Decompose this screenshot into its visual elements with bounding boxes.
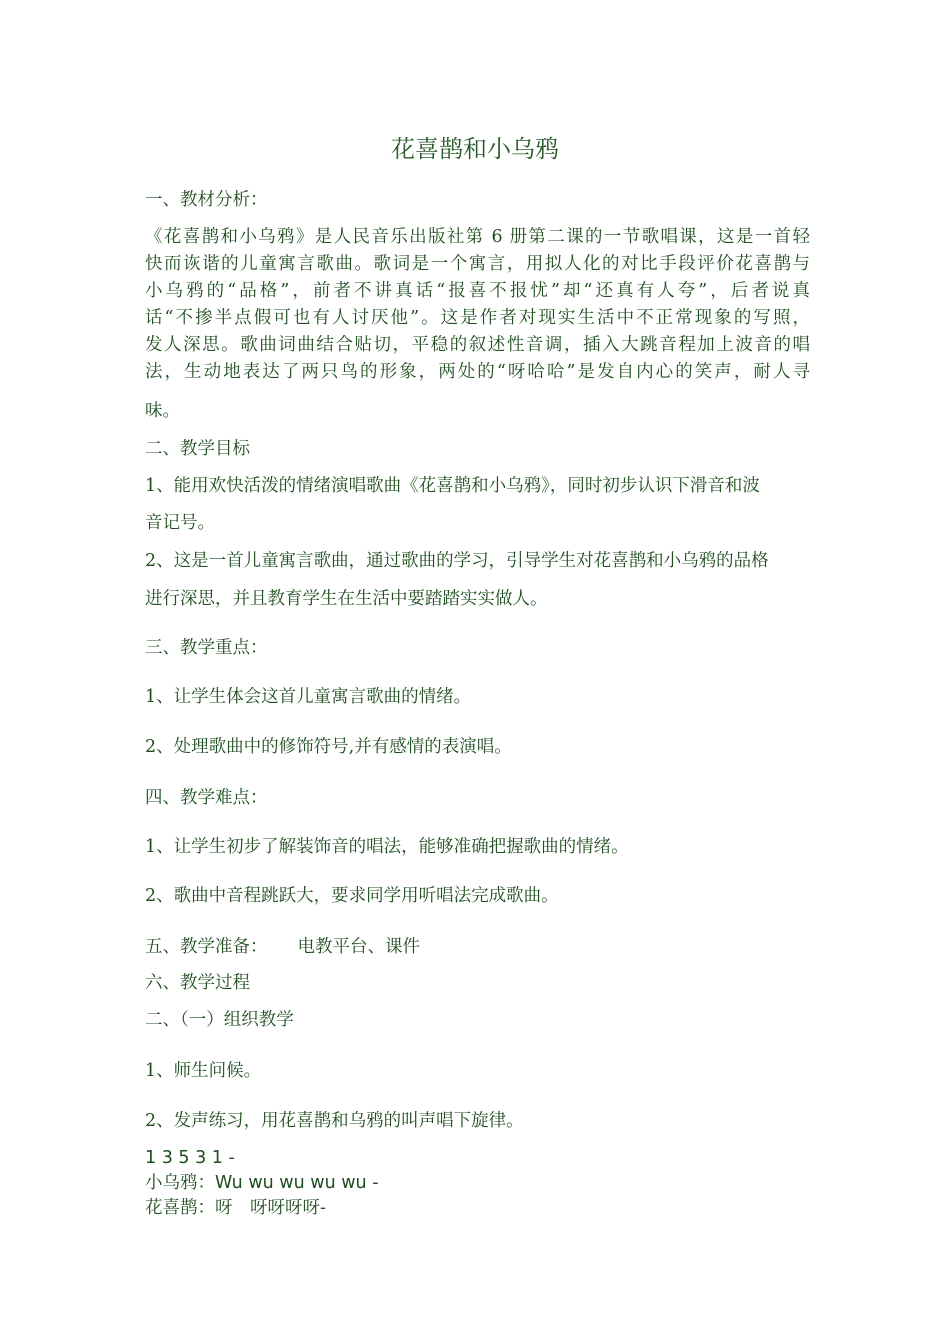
goals-heading: 二、教学目标 bbox=[145, 439, 250, 459]
document-title: 花喜鹊和小乌鸦 bbox=[391, 135, 559, 163]
difficulty-heading: 四、教学难点： bbox=[145, 788, 268, 808]
difficulty-2: 2、歌曲中音程跳跃大，要求同学用听唱法完成歌曲。 bbox=[145, 886, 559, 906]
analysis-line: 话“不掺半点假可也有人讨厌他”。这是作者对现实生活中不正常现象的写照， bbox=[145, 308, 810, 328]
magpie-sound: 呀 呀呀呀呀- bbox=[215, 1198, 326, 1218]
key-point-1: 1、让学生体会这首儿童寓言歌曲的情绪。 bbox=[145, 687, 472, 707]
analysis-line: 《花喜鹊和小乌鸦》是人民音乐出版社第 6 册第二课的一节歌唱课，这是一首轻 bbox=[145, 227, 810, 247]
step-1: 1、师生问候。 bbox=[145, 1061, 262, 1081]
crow-line bbox=[145, 1171, 810, 1195]
organization-heading: 二、（一）组织教学 bbox=[145, 1010, 294, 1030]
analysis-heading: 一、教材分析： bbox=[145, 190, 268, 210]
analysis-line: 味。 bbox=[145, 401, 180, 421]
goal-1-line-1: 1、能用欢快活泼的情绪演唱歌曲《花喜鹊和小乌鸦》，同时初步认识下滑音和波 bbox=[145, 476, 760, 496]
difficulty-1: 1、让学生初步了解装饰音的唱法，能够准确把握歌曲的情绪。 bbox=[145, 837, 629, 857]
analysis-paragraph bbox=[145, 224, 810, 425]
crow-label: 小乌鸦： bbox=[145, 1173, 215, 1193]
goal-2-line-1: 2、这是一首儿童寓言歌曲，通过歌曲的学习，引导学生对花喜鹊和小乌鸦的品格 bbox=[145, 551, 769, 571]
analysis-line: 发人深思。歌曲词曲结合贴切，平稳的叙述性音调，插入大跳音程加上波音的唱 bbox=[145, 335, 810, 355]
goal-1-line-2: 音记号。 bbox=[145, 513, 215, 533]
magpie-label: 花喜鹊： bbox=[145, 1198, 215, 1218]
preparation-label: 五、教学准备： bbox=[145, 937, 268, 957]
notation-line: 1 3 5 3 1 - bbox=[145, 1148, 235, 1168]
step-2: 2、发声练习，用花喜鹊和乌鸦的叫声唱下旋律。 bbox=[145, 1111, 524, 1131]
goal-2-line-2: 进行深思，并且教育学生在生活中要踏踏实实做人。 bbox=[145, 589, 548, 609]
process-heading: 六、教学过程 bbox=[145, 973, 250, 993]
analysis-line: 法，生动地表达了两只鸟的形象，两处的“呀哈哈”是发自内心的笑声，耐人寻 bbox=[145, 362, 810, 382]
key-points-heading: 三、教学重点： bbox=[145, 638, 268, 658]
preparation-value: 电教平台、课件 bbox=[297, 937, 420, 957]
key-point-2: 2、处理歌曲中的修饰符号,并有感情的表演唱。 bbox=[145, 737, 512, 757]
magpie-line bbox=[145, 1196, 810, 1220]
crow-sound: Wu wu wu wu wu - bbox=[215, 1173, 379, 1193]
preparation-line bbox=[145, 935, 810, 959]
analysis-line: 快而诙谐的儿童寓言歌曲。歌词是一个寓言，用拟人化的对比手段评价花喜鹊与 bbox=[145, 254, 810, 274]
analysis-line: 小乌鸦的“品格”，前者不讲真话“报喜不报忧”却“还真有人夸”，后者说真 bbox=[145, 281, 810, 301]
